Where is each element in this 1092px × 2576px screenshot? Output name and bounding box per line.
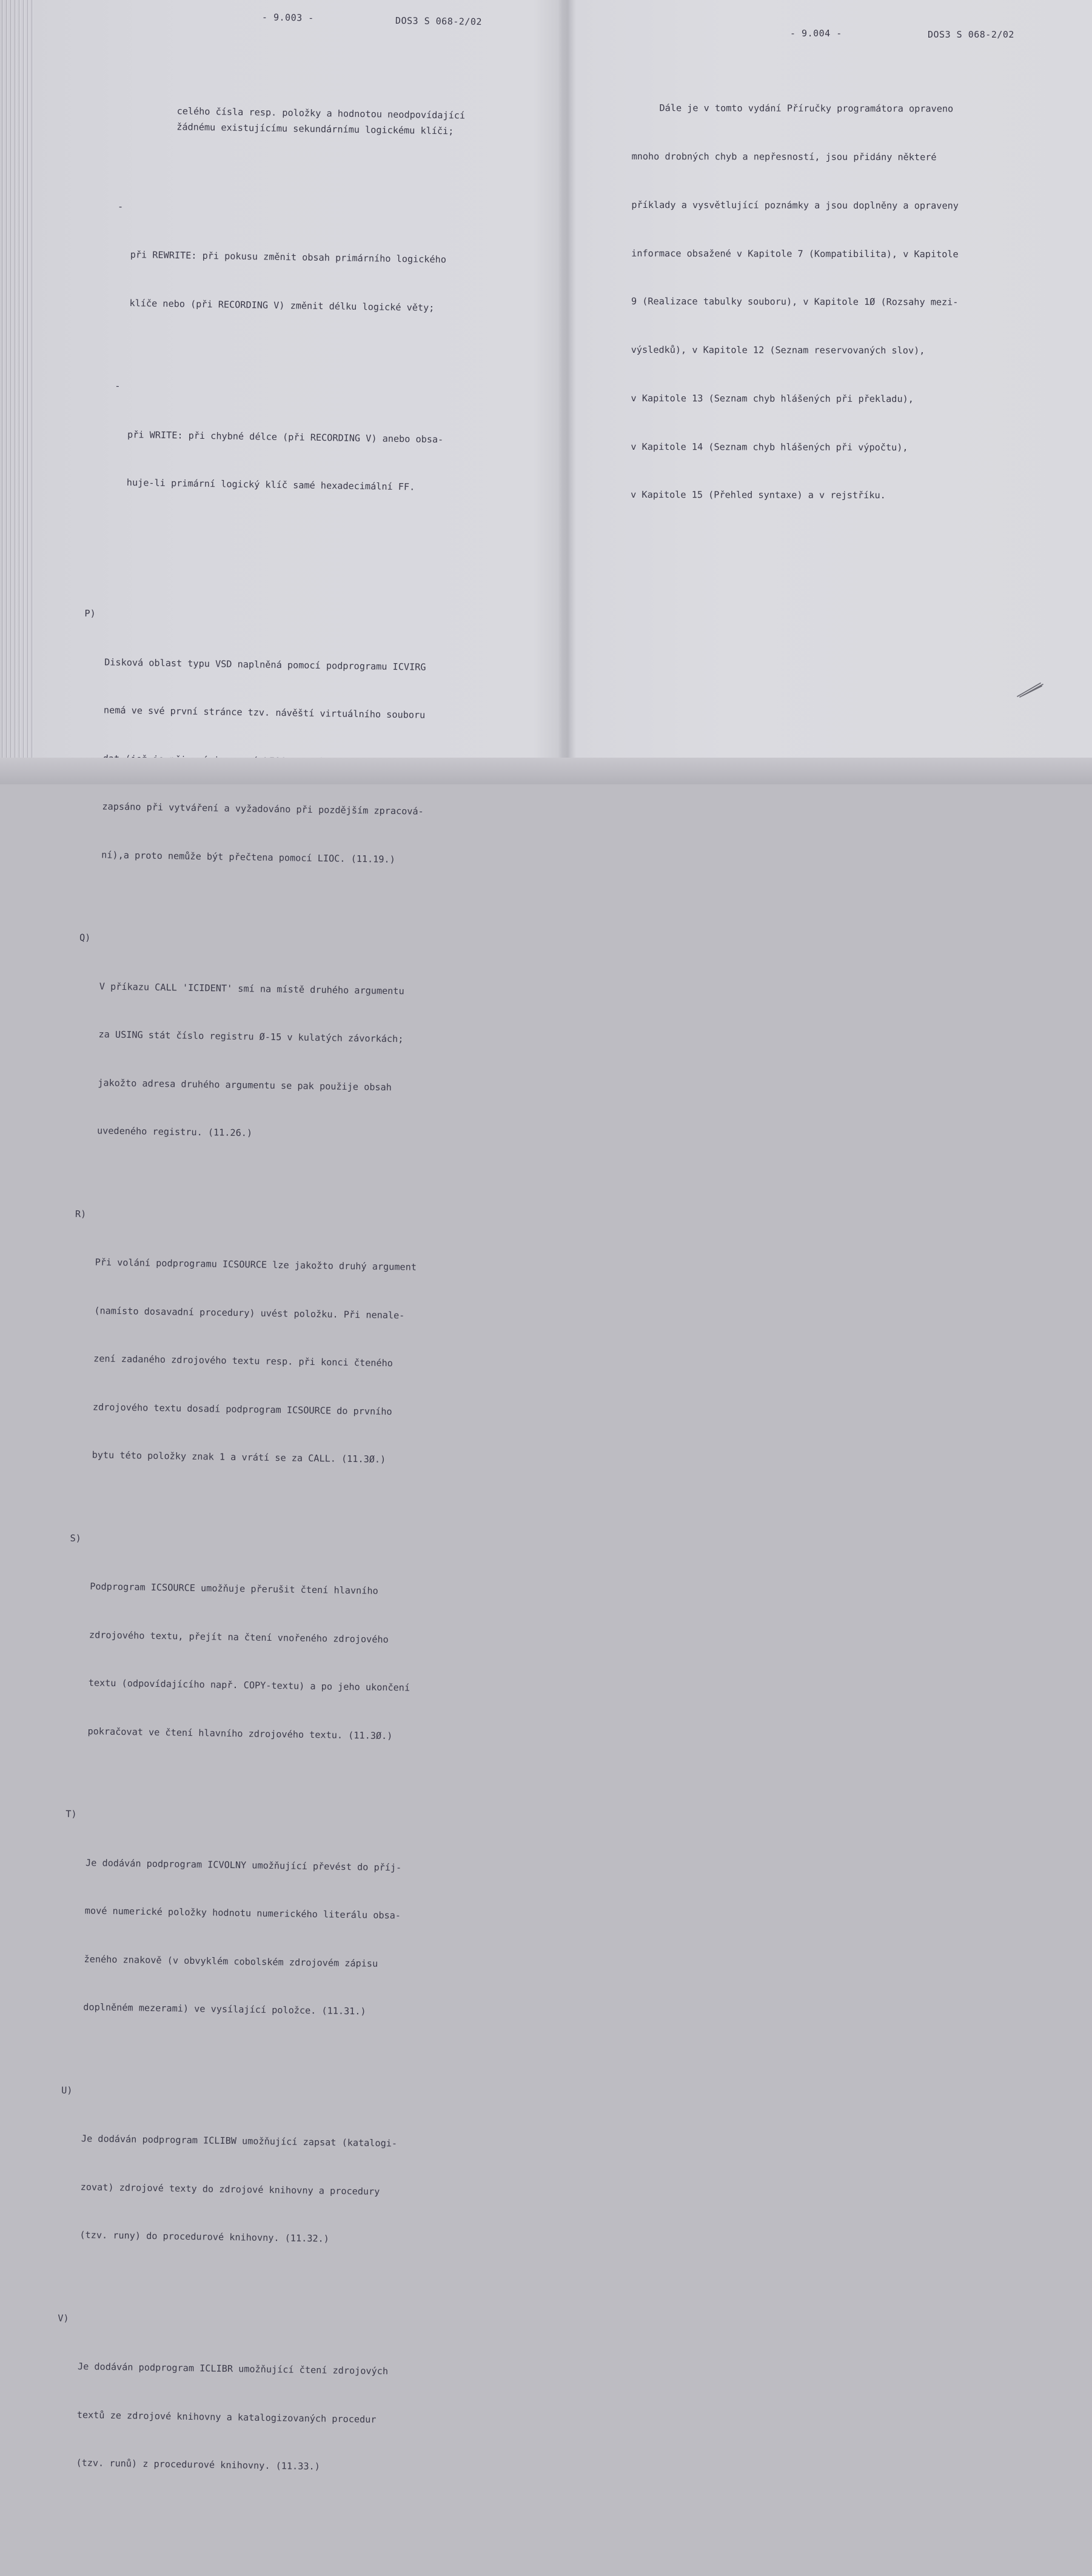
text-line: při WRITE: při chybné délce (při RECORDING V) anebo obsa-: [127, 429, 444, 445]
text-line: výsledků), v Kapitole 12 (Seznam reservovaných slov),: [631, 344, 925, 356]
text-line: při REWRITE: při pokusu změnit obsah primárního logického: [130, 249, 447, 265]
text-line: nemá ve své první stránce tzv. návěští virtuálního souboru: [103, 704, 426, 721]
left-page-number: - 9.003 -: [261, 12, 314, 24]
text-line: ní),a proto nemůže být přečtena pomocí LIOC. (11.19.): [101, 849, 395, 865]
right-doc-id: DOS3 S 068-2/02: [928, 29, 1014, 40]
text-line: (tzv. runů) z procedurové knihovny. (11.33.): [76, 2457, 320, 2472]
dash-item: [87, 198, 464, 348]
text-line: celého čísla resp. položky a hodnotou neodpovídající: [176, 105, 466, 121]
text-line: pokračovat ve čtení hlavního zdrojového textu. (11.3Ø.): [87, 1725, 393, 1741]
item-marker: V): [58, 2312, 69, 2324]
right-body: [631, 68, 959, 536]
list-item-s: [70, 1530, 443, 1777]
list-item-r: [75, 1206, 448, 1501]
text-line: Je dodáván podprogram ICVOLNY umožňující převést do příj-: [85, 1857, 402, 1873]
item-marker: T): [65, 1808, 77, 1820]
list-item-p: [84, 606, 457, 900]
dash-item: [84, 378, 461, 528]
text-line: huje-li primární logický klíč samé hexadecimální FF.: [126, 477, 415, 493]
text-line: (namísto dosavadní procedury) uvést položku. Při nenale-: [94, 1304, 405, 1321]
text-line: v Kapitole 13 (Seznam chyb hlášených při překladu),: [631, 392, 914, 405]
text-line: mové numerické položky hodnotu numerického literálu obsa-: [84, 1905, 401, 1921]
text-line: zdrojového textu dosadí podprogram ICSOURCE do prvního: [92, 1401, 392, 1417]
item-marker: P): [84, 607, 96, 619]
left-page: [24, 0, 563, 2472]
text-line: doplněném mezerami) ve vysílající položce. (11.31.): [83, 2001, 366, 2017]
lettered-list: [52, 573, 458, 2544]
list-item-u: [61, 2083, 434, 2281]
text-line: v Kapitole 14 (Seznam chyb hlášených při výpočtu),: [631, 441, 908, 453]
text-line: 9 (Realizace tabulky souboru), v Kapitole 1Ø (Rozsahy mezi-: [631, 296, 959, 308]
item-marker: U): [61, 2084, 73, 2096]
left-doc-id: DOS3 S 068-2/02: [395, 15, 483, 27]
list-item-t: [65, 1806, 438, 2053]
text-line: Je dodáván podprogram ICLIBR umožňující čtení zdrojových: [77, 2361, 389, 2377]
item-marker: Q): [79, 932, 91, 944]
dash-marker: -: [117, 201, 124, 212]
text-line: ženého znakově (v obvyklém cobolském zdrojovém zápisu: [84, 1953, 378, 1969]
text-line: za USING stát číslo registru Ø-15 v kulatých závorkách;: [98, 1029, 404, 1045]
text-line: Při volání podprogramu ICSOURCE lze jakožto druhý argument: [95, 1256, 417, 1273]
right-page-number: - 9.004 -: [790, 28, 842, 39]
text-line: V příkazu CALL 'ICIDENT' smí na místě druhého argumentu: [99, 980, 404, 996]
text-line: bytu této položky znak 1 a vrátí se za CALL. (11.3Ø.): [92, 1449, 386, 1465]
text-line: uvedeného registru. (11.26.): [96, 1125, 253, 1139]
text-line: klíče nebo (při RECORDING V) změnit délku logické věty;: [129, 297, 435, 313]
text-line: zovat) zdrojové texty do zdrojové knihovny a procedury: [80, 2181, 380, 2197]
text-line: mnoho drobných chyb a nepřesností, jsou přidány některé: [631, 150, 937, 163]
text-line: příklady a vysvětlující poznámky a jsou doplněny a opraveny: [631, 199, 959, 212]
text-line: zdrojového textu, přejít na čtení vnořeného zdrojového: [89, 1629, 389, 1645]
text-line: textu (odpovídajícího např. COPY-textu) a po jeho ukončení: [88, 1677, 410, 1693]
left-body: [52, 53, 466, 2576]
item-marker: R): [75, 1208, 87, 1220]
text-line: informace obsažené v Kapitole 7 (Kompatibilita), v Kapitole: [631, 247, 959, 259]
text-line: žádnému existujícímu sekundárnímu logickému klíči;: [176, 121, 454, 137]
text-line: zení zadaného zdrojového textu resp. při konci čteného: [93, 1353, 394, 1369]
dash-marker: -: [115, 380, 121, 392]
bottom-shadow: [0, 758, 1092, 784]
pencil-mark-icon: [1016, 681, 1044, 698]
text-line: Dále je v tomto vydání Příručky programátora opraveno: [631, 102, 954, 115]
text-line: Podprogram ICSOURCE umožňuje přerušit čtení hlavního: [90, 1581, 378, 1597]
text-line: zapsáno při vytváření a vyžadováno při pozdějším zpracová-: [102, 801, 424, 817]
item-marker: S): [70, 1532, 81, 1544]
text-line: textů ze zdrojové knihovny a katalogizovaných procedur: [76, 2409, 377, 2425]
text-line: (tzv. runy) do procedurové knihovny. (11.32.): [79, 2229, 330, 2244]
continuation-text: [90, 85, 466, 156]
text-line: v Kapitole 15 (Přehled syntaxe) a v rejstříku.: [631, 489, 886, 501]
text-line: Disková oblast typu VSD naplněná pomocí podprogramu ICVIRG: [104, 656, 426, 673]
text-line: Je dodáván podprogram ICLIBW umožňující zapsat (katalogi-: [81, 2133, 398, 2149]
list-item-q: [79, 930, 452, 1176]
right-page: [570, 0, 1092, 758]
list-item-v: [58, 2311, 431, 2509]
text-line: jakožto adresa druhého argumentu se pak použije obsah: [98, 1076, 392, 1093]
